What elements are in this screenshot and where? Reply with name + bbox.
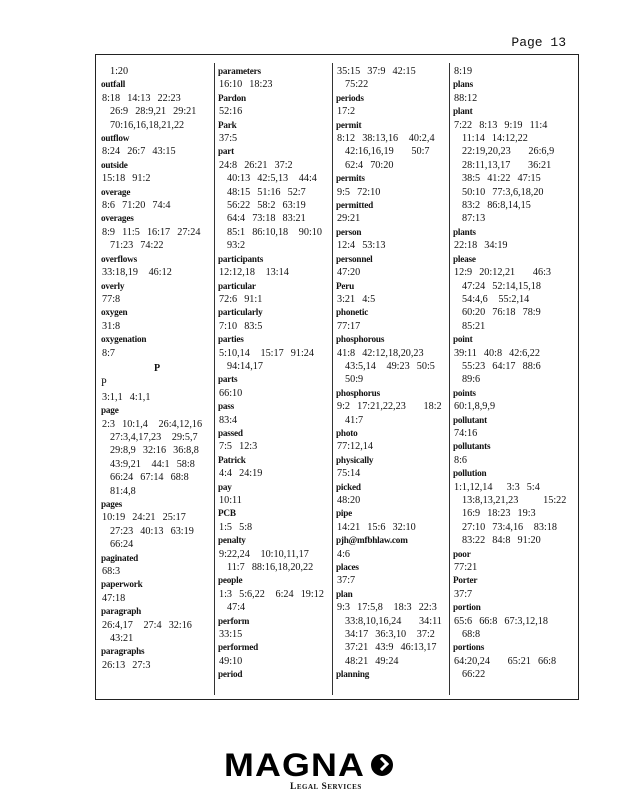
index-entry: [336, 199, 447, 226]
page-line-reference: 93:2: [227, 240, 246, 252]
index-term: Peru: [336, 280, 355, 291]
index-term: poor: [453, 548, 471, 559]
page-line-reference: 9:2 17:21,22,23 18:2: [337, 401, 442, 413]
page-line-reference: 16:10 18:23: [219, 79, 273, 91]
index-entry: [218, 534, 329, 574]
page-line-reference: 77:8: [102, 293, 121, 305]
index-entry: [101, 280, 213, 307]
page-line-reference: 10:11: [219, 495, 242, 506]
index-term: overflows: [101, 253, 137, 265]
index-term: places: [336, 561, 359, 573]
index-column-4: [453, 65, 575, 682]
page-line-reference: 66:22: [462, 669, 486, 681]
index-term: planning: [336, 668, 370, 680]
page-line-reference: 8:24 26:7 43:15: [102, 146, 176, 158]
index-page-frame: [95, 54, 579, 700]
page-line-reference: 1:20: [110, 66, 129, 77]
page-line-reference: 43:9,21 44:1 58:8: [110, 458, 195, 470]
page-line-reference: 64:20,24 65:21 66:8: [454, 655, 557, 667]
page-line-reference: 47:20: [337, 267, 361, 279]
page-line-reference: 60:1,8,9,9: [454, 401, 496, 413]
page-line-reference: 41:8 42:12,18,20,23: [337, 347, 424, 359]
page-line-reference: 65:6 66:8 67:3,12,18: [454, 615, 548, 627]
index-entry: [101, 65, 213, 78]
page-line-reference: 68:8: [462, 629, 481, 641]
page-line-reference: 7:22 8:13 9:19 11:4: [454, 119, 548, 131]
page-line-reference: 8:6 71:20 74:4: [102, 200, 171, 212]
page-line-reference: 77:21: [454, 562, 478, 574]
index-entry: [101, 605, 213, 645]
column-divider: [449, 63, 450, 695]
index-entry: [218, 373, 329, 400]
index-entry: [453, 65, 575, 78]
index-entry: [453, 414, 575, 441]
index-term: points: [453, 387, 476, 399]
page-line-reference: 22:18 34:19: [454, 240, 508, 252]
index-entry: [336, 333, 447, 387]
page-line-reference: 27:3,4,17,23 29:5,7: [110, 431, 198, 443]
page-line-reference: 43:5,14 49:23 50:5: [345, 360, 435, 372]
page-line-reference: 8:19: [454, 66, 473, 77]
magna-logo: [224, 747, 399, 795]
page-line-reference: 35:15 37:9 42:15: [337, 66, 416, 77]
index-term: plans: [453, 78, 473, 90]
page-line-reference: 27:23 40:13 63:19: [110, 525, 194, 537]
page-line-reference: 50:9: [345, 374, 364, 386]
index-term: pollution: [453, 467, 487, 479]
index-entry: [101, 186, 213, 213]
page-line-reference: 77:17: [337, 320, 361, 332]
index-term: paragraphs: [101, 646, 145, 657]
page-line-reference: 64:4 73:18 83:21: [227, 213, 306, 225]
page-line-reference: 4:4 24:19: [219, 468, 263, 480]
index-entry: [453, 253, 575, 333]
index-entry: [101, 333, 213, 360]
index-term: personnel: [336, 253, 373, 265]
page-line-reference: 71:23 74:22: [110, 240, 164, 252]
page-line-reference: 37:7: [454, 588, 473, 600]
page-line-reference: 24:8 26:21 37:2: [219, 159, 293, 171]
index-term: outflow: [101, 132, 130, 144]
column-divider: [332, 63, 333, 695]
page-line-reference: 7:10 83:5: [219, 320, 263, 332]
page-line-reference: 66:10: [219, 387, 243, 399]
page-line-reference: 66:24: [110, 539, 134, 551]
index-term: pollutant: [453, 414, 487, 425]
index-entry: [453, 467, 575, 547]
page-line-reference: 87:13: [462, 213, 486, 225]
page-line-reference: 8:9 11:5 16:17 27:24: [102, 226, 201, 238]
page-line-reference: 38:5 41:22 47:15: [462, 173, 541, 185]
index-term: picked: [336, 481, 361, 492]
page-line-reference: 50:10 77:3,6,18,20: [462, 186, 544, 198]
index-term: physically: [336, 454, 374, 466]
index-term: plants: [453, 226, 476, 238]
index-entry: [218, 427, 329, 454]
index-entry: [218, 333, 329, 373]
page-line-reference: 11:7 88:16,18,20,22: [227, 562, 314, 574]
index-entry: [336, 481, 447, 508]
index-entry: [101, 78, 213, 132]
index-entry: [336, 668, 447, 681]
index-column-3: [336, 65, 447, 682]
page-line-reference: 66:24 67:14 68:8: [110, 472, 189, 484]
page-line-reference: 83:22 84:8 91:20: [462, 535, 541, 547]
page-line-reference: 10:19 24:21 25:17: [102, 512, 186, 524]
index-entry: [336, 387, 447, 427]
index-term: participants: [218, 253, 264, 265]
index-term: paperwork: [101, 578, 143, 590]
page-line-reference: 33:8,10,16,24 34:11: [345, 615, 442, 627]
index-entry: [101, 306, 213, 333]
index-entry: [218, 454, 329, 481]
index-entry: [218, 641, 329, 668]
page-line-reference: 85:21: [462, 320, 486, 332]
index-entry: [453, 333, 575, 387]
page-line-reference: 26:4,17 27:4 32:16: [102, 619, 192, 631]
index-term: penalty: [218, 534, 246, 546]
page-line-reference: 16:9 18:23 19:3: [462, 508, 536, 520]
page-line-reference: 14:21 15:6 32:10: [337, 521, 416, 533]
page-line-reference: 75:22: [345, 79, 369, 91]
index-entry: [101, 212, 213, 252]
page-line-reference: 15:18 91:2: [102, 173, 151, 185]
page-line-reference: 52:16: [219, 106, 243, 118]
column-divider: [214, 63, 215, 695]
page-line-reference: 68:3: [102, 566, 121, 578]
index-entry: [336, 226, 447, 253]
index-entry: [218, 306, 329, 333]
page-line-reference: 12:4 53:13: [337, 240, 386, 252]
page-line-reference: 9:3 17:5,8 18:3 22:3: [337, 602, 437, 614]
index-entry: [101, 578, 213, 605]
index-term: portions: [453, 642, 485, 653]
page-line-reference: 47:18: [102, 592, 126, 604]
page-line-reference: 12:12,18 13:14: [219, 267, 289, 279]
index-term: overage: [101, 186, 131, 197]
index-entry: [336, 172, 447, 199]
index-entry: [336, 119, 447, 173]
index-entry: [336, 507, 447, 534]
index-term: outfall: [101, 78, 126, 90]
index-term: perform: [218, 615, 250, 626]
page-line-reference: 48:15 51:16 52:7: [227, 186, 306, 198]
logo-wordmark: MAGNA: [224, 747, 365, 783]
page-line-reference: 29:21: [337, 213, 361, 225]
index-entry: [336, 65, 447, 92]
index-term: people: [218, 574, 243, 586]
index-term: parts: [218, 373, 238, 385]
index-entry: [453, 226, 575, 253]
page-line-reference: 1:3 5:6,22 6:24 19:12: [219, 588, 324, 600]
index-term: permits: [336, 172, 365, 184]
page-line-reference: 33:18,19 46:12: [102, 267, 172, 279]
page-line-reference: 47:24 52:14,15,18: [462, 280, 541, 292]
page-line-reference: 48:20: [337, 495, 361, 506]
index-entry: [218, 400, 329, 427]
index-term: phosphorus: [336, 387, 380, 399]
page-line-reference: 12:9 20:12,21 46:3: [454, 267, 551, 279]
index-term: pjh@mfbhlaw.com: [336, 534, 408, 546]
page-line-reference: 11:14 14:12,22: [462, 133, 528, 145]
index-entry: [453, 105, 575, 226]
page-line-reference: 8:7: [102, 347, 116, 359]
index-entry: [101, 404, 213, 498]
page-line-reference: 70:16,16,18,21,22: [110, 119, 185, 131]
index-term: pipe: [336, 507, 353, 519]
page-line-reference: 8:6: [454, 454, 468, 466]
index-column-1: [101, 65, 213, 672]
page-line-reference: 1:5 5:8: [219, 521, 253, 533]
index-term: portion: [453, 601, 481, 613]
page-line-reference: 31:8: [102, 320, 121, 332]
index-entry: [336, 561, 447, 588]
index-term: Park: [218, 119, 237, 130]
page-line-reference: 42:16,16,19 50:7: [345, 146, 430, 158]
index-entry: [218, 119, 329, 146]
page-line-reference: 39:11 40:8 42:6,22: [454, 347, 540, 359]
index-entry: [101, 377, 213, 404]
page-line-reference: 37:21 43:9 46:13,17: [345, 642, 437, 654]
section-letter: P: [153, 362, 161, 374]
page-line-reference: 22:19,20,23 26:6,9: [462, 146, 555, 158]
index-term: particular: [218, 280, 256, 291]
index-entry: [336, 534, 447, 561]
page-line-reference: 9:22,24 10:10,11,17: [219, 548, 309, 560]
page-line-reference: 85:1 86:10,18 90:10: [227, 226, 322, 238]
index-term: pages: [101, 498, 122, 510]
page-line-reference: 55:23 64:17 88:6: [462, 360, 541, 372]
page-line-reference: 49:10: [219, 655, 243, 667]
index-term: phonetic: [336, 306, 369, 318]
index-term: plan: [336, 588, 353, 600]
page-line-reference: 72:6 91:1: [219, 293, 263, 305]
index-entry: [101, 253, 213, 280]
page-number: Page 13: [511, 35, 566, 50]
index-entry: [453, 601, 575, 641]
index-term: pollutants: [453, 440, 491, 452]
logo-subtitle: Legal Services: [290, 782, 362, 792]
index-entry: [336, 454, 447, 481]
index-entry: [336, 253, 447, 280]
page-line-reference: 37:5: [219, 133, 238, 145]
page-line-reference: 3:21 4:5: [337, 293, 376, 305]
index-term: photo: [336, 427, 358, 439]
index-entry: [101, 159, 213, 186]
index-term: pay: [218, 481, 232, 492]
arrow-circle-icon: [371, 754, 393, 776]
page-line-reference: 83:4: [219, 414, 238, 426]
page-line-reference: 40:13 42:5,13 44:4: [227, 173, 317, 185]
index-entry: [101, 498, 213, 552]
index-term: parties: [218, 333, 244, 345]
index-entry: [218, 507, 329, 534]
index-term: person: [336, 226, 362, 238]
page-line-reference: 56:22 58:2 63:19: [227, 200, 306, 212]
page-line-reference: 1:1,12,14 3:3 5:4: [454, 481, 540, 493]
index-entry: [218, 280, 329, 307]
page-line-reference: 2:3 10:1,4 26:4,12,16: [102, 418, 203, 430]
index-term: pass: [218, 400, 235, 412]
index-entry: [336, 306, 447, 333]
page-line-reference: 74:16: [454, 427, 478, 439]
index-entry: [453, 574, 575, 601]
page-line-reference: 83:2 86:8,14,15: [462, 200, 531, 212]
index-entry: [453, 387, 575, 414]
index-term: Pardon: [218, 92, 246, 104]
page-line-reference: 29:8,9 32:16 36:8,8: [110, 445, 199, 457]
index-term: permitted: [336, 199, 373, 211]
page-line-reference: 17:2: [337, 106, 356, 118]
index-term: plant: [453, 105, 473, 117]
index-term: phosphorous: [336, 333, 385, 345]
page-line-reference: 34:17 36:3,10 37:2: [345, 629, 435, 641]
index-term: oxygen: [101, 306, 128, 318]
page-line-reference: 26:13 27:3: [102, 659, 151, 671]
index-entry: [218, 145, 329, 252]
index-term: periods: [336, 92, 364, 104]
index-term: overages: [101, 213, 134, 224]
page-line-reference: 54:4,6 55:2,14: [462, 293, 530, 305]
page-line-reference: 48:21 49:24: [345, 655, 399, 667]
index-entry: [453, 548, 575, 575]
page-line-reference: 77:12,14: [337, 441, 373, 453]
index-entry: [336, 280, 447, 307]
page-line-reference: 62:4 70:20: [345, 159, 394, 171]
page-line-reference: 60:20 76:18 78:9: [462, 307, 541, 319]
index-term: please: [453, 253, 476, 265]
index-entry: [336, 588, 447, 668]
page-line-reference: 8:12 38:13,16 40:2,4: [337, 133, 435, 145]
index-entry: [218, 668, 329, 681]
index-entry: [218, 481, 329, 508]
index-term: permit: [336, 119, 362, 130]
index-term: overly: [101, 280, 125, 291]
index-term: oxygenation: [101, 333, 147, 345]
page-line-reference: 47:4: [227, 602, 246, 614]
page-line-reference: 88:12: [454, 92, 478, 104]
index-entry: [218, 92, 329, 119]
page-line-reference: 94:14,17: [227, 360, 263, 372]
index-term: paragraph: [101, 605, 142, 617]
index-entry: [336, 427, 447, 454]
index-term: Patrick: [218, 454, 246, 466]
page-line-reference: 9:5 72:10: [337, 186, 381, 198]
page-line-reference: 37:7: [337, 575, 356, 587]
index-term: Porter: [453, 574, 478, 586]
page-line-reference: 43:21: [110, 633, 134, 645]
index-entry: [101, 132, 213, 159]
index-term: P: [101, 377, 107, 390]
index-column-2: [218, 65, 329, 682]
index-entry: [218, 253, 329, 280]
page-line-reference: 7:5 12:3: [219, 441, 258, 453]
page-line-reference: 89:6: [462, 374, 481, 386]
index-entry: [453, 78, 575, 105]
index-entry: [218, 615, 329, 642]
index-term: performed: [218, 642, 259, 653]
page-line-reference: 8:18 14:13 22:23: [102, 92, 181, 104]
index-term: page: [101, 404, 119, 416]
index-entry: [453, 641, 575, 681]
page-line-reference: 41:7: [345, 414, 364, 426]
page-line-reference: 5:10,14 15:17 91:24: [219, 347, 314, 359]
index-entry: [101, 552, 213, 579]
page-line-reference: 27:10 73:4,16 83:18: [462, 521, 557, 533]
index-term: outside: [101, 159, 128, 171]
index-term: paginated: [101, 552, 139, 563]
index-term: parameters: [218, 65, 261, 77]
index-term: passed: [218, 427, 243, 439]
index-entry: [218, 65, 329, 92]
index-term: particularly: [218, 306, 263, 318]
index-term: point: [453, 333, 473, 345]
page-line-reference: 3:1,1 4:1,1: [102, 391, 151, 403]
index-term: period: [218, 668, 243, 680]
index-entry: [453, 440, 575, 467]
page-line-reference: 13:8,13,21,23 15:22: [462, 495, 567, 506]
index-entry: [336, 92, 447, 119]
page-line-reference: 33:15: [219, 629, 243, 641]
index-entry: [218, 574, 329, 614]
index-entry: [101, 645, 213, 672]
index-term: PCB: [218, 507, 236, 519]
page-line-reference: 81:4,8: [110, 485, 136, 497]
index-term: part: [218, 145, 235, 157]
page-line-reference: 28:11,13,17 36:21: [462, 159, 552, 171]
page-line-reference: 4:6: [337, 548, 351, 560]
page-line-reference: 26:9 28:9,21 29:21: [110, 106, 197, 118]
page-line-reference: 75:14: [337, 468, 361, 480]
